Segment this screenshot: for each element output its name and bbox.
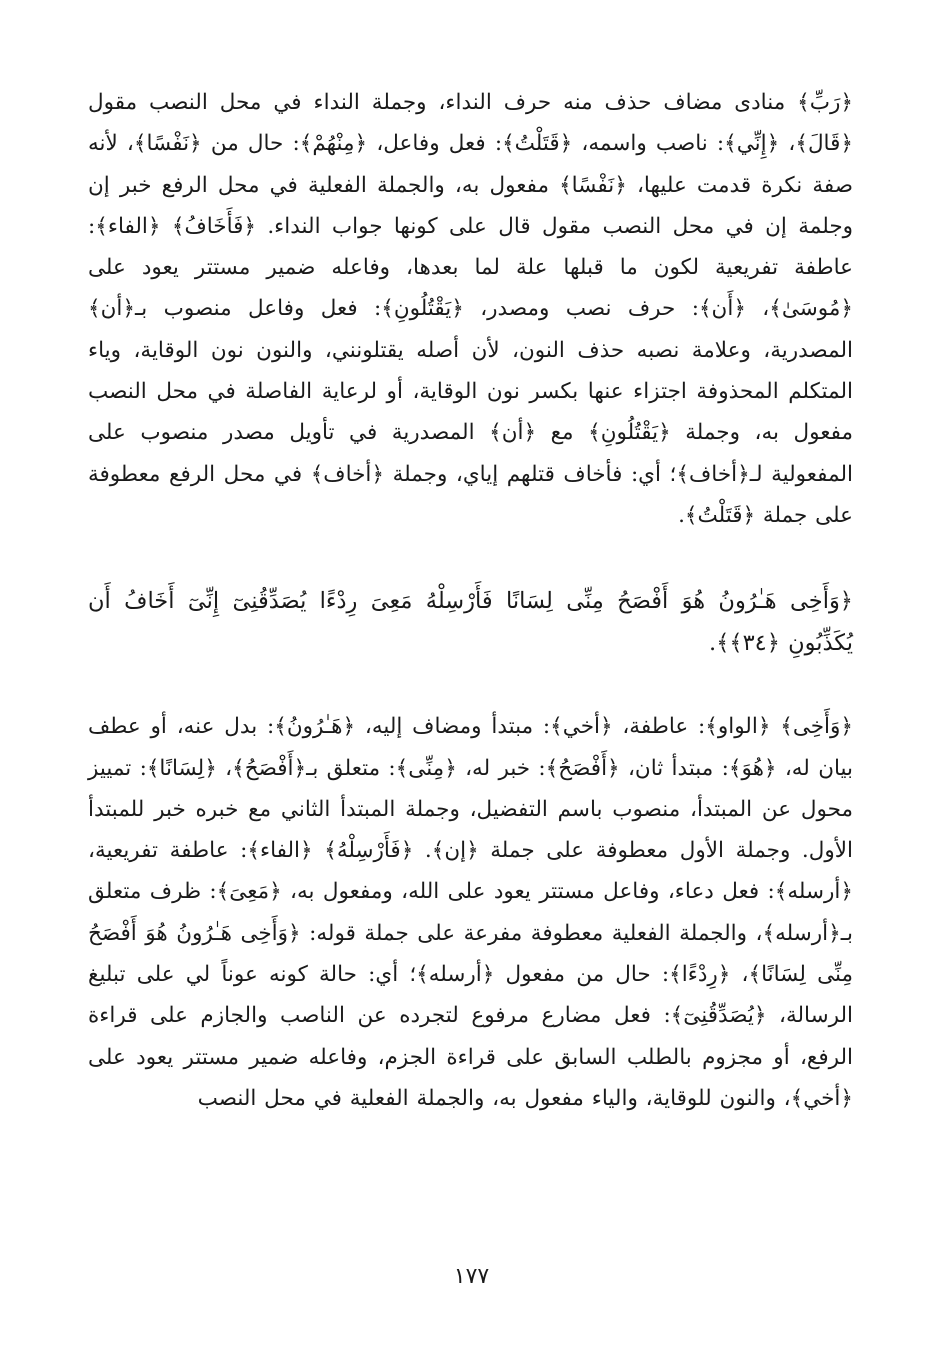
quran-verse-paragraph: ﴿وَأَخِى هَـٰرُونُ هُوَ أَفْصَحُ مِنِّى لِسَانًا فَأَرْسِلْهُ مَعِىَ رِدْءًا يُصَدِّقُنِىٓ إِنِّىٓ أَخَافُ أَن يُكَذِّبُونِ ﴿٣٤﴾﴾.: [88, 588, 853, 657]
commentary-paragraph-2: ﴿وَأَخِى﴾ ﴿الواو﴾: عاطفة، ﴿أخي﴾: مبتدأ ومضاف إليه، ﴿هَـٰرُونُ﴾: بدل عنه، أو عطف بيان له، ﴿هُوَ﴾: مبتدأ ثان، ﴿أَفْصَحُ﴾: خبر له، ﴿مِنِّى﴾: متعلق بـ﴿أَفْصَحُ﴾، ﴿لِسَانًا﴾: تمييز محول عن المبتدأ، منصوب باسم التفضيل، وجملة المبتدأ الثاني مع خبره خبر للمبتدأ الأول. وجملة الأول معطوفة على جملة ﴿إن﴾. ﴿فَأَرْسِلْهُ﴾ ﴿الفاء﴾: عاطفة تفريعية، ﴿أرسله﴾: فعل دعاء، وفاعل مستتر يعود على الله، ومفعول به، ﴿مَعِىَ﴾: ظرف متعلق بـ﴿أرسله﴾، والجملة الفعلية معطوفة مفرعة على جملة قوله: ﴿وَأَخِى هَـٰرُونُ هُوَ أَفْصَحُ مِنِّى لِسَانًا﴾، ﴿رِدْءًا﴾: حال من مفعول ﴿أرسله﴾؛ أي: حالة كونه عوناً لي على تبليغ الرسالة، ﴿يُصَدِّقُنِىٓ﴾: فعل مضارع مرفوع لتجرده عن الناصب والجازم على قراءة الرفع، أو مجزوم بالطلب السابق على قراءة الجزم، وفاعله ضمير مستتر يعود على ﴿أخي﴾، والنون للوقاية، والياء مفعول به، والجملة الفعلية في محل النصب: [88, 714, 853, 1111]
page-body: [88, 82, 853, 1312]
commentary-paragraph-1: ﴿رَبِّ﴾ منادى مضاف حذف منه حرف النداء، وجملة النداء في محل النصب مقول ﴿قَالَ﴾، ﴿إِنِّي﴾: ناصب واسمه، ﴿قَتَلْتُ﴾: فعل وفاعل، ﴿مِنْهُمْ﴾: حال من ﴿نَفْسًا﴾، لأنه صفة نكرة قدمت عليها، ﴿نَفْسًا﴾ مفعول به، والجملة الفعلية في محل الرفع خبر إن وجلمة إن في محل النصب مقول قال على كونها جواب النداء. ﴿فَأَخَافُ﴾ ﴿الفاء﴾: عاطفة تفريعية لكون ما قبلها علة لما بعدها، وفاعله ضمير مستتر يعود على ﴿مُوسَىٰ﴾، ﴿أَن﴾: حرف نصب ومصدر، ﴿يَقْتُلُونِ﴾: فعل وفاعل منصوب بـ﴿أن﴾ المصدرية، وعلامة نصبه حذف النون، لأن أصله يقتلونني، والنون نون الوقاية، وياء المتكلم المحذوفة اجتزاء عنها بكسر نون الوقاية، أو لرعاية الفاصلة في محل النصب مفعول به، وجملة ﴿يَقْتُلُونِ﴾ مع ﴿أن﴾ المصدرية في تأويل مصدر منصوب على المفعولية لـ﴿أخاف﴾؛ أي: فأخاف قتلهم إياي، وجملة ﴿أخاف﴾ في محل الرفع معطوفة على جملة ﴿قَتَلْتُ﴾.: [88, 90, 853, 528]
page-number: ١٧٧: [453, 1264, 490, 1289]
